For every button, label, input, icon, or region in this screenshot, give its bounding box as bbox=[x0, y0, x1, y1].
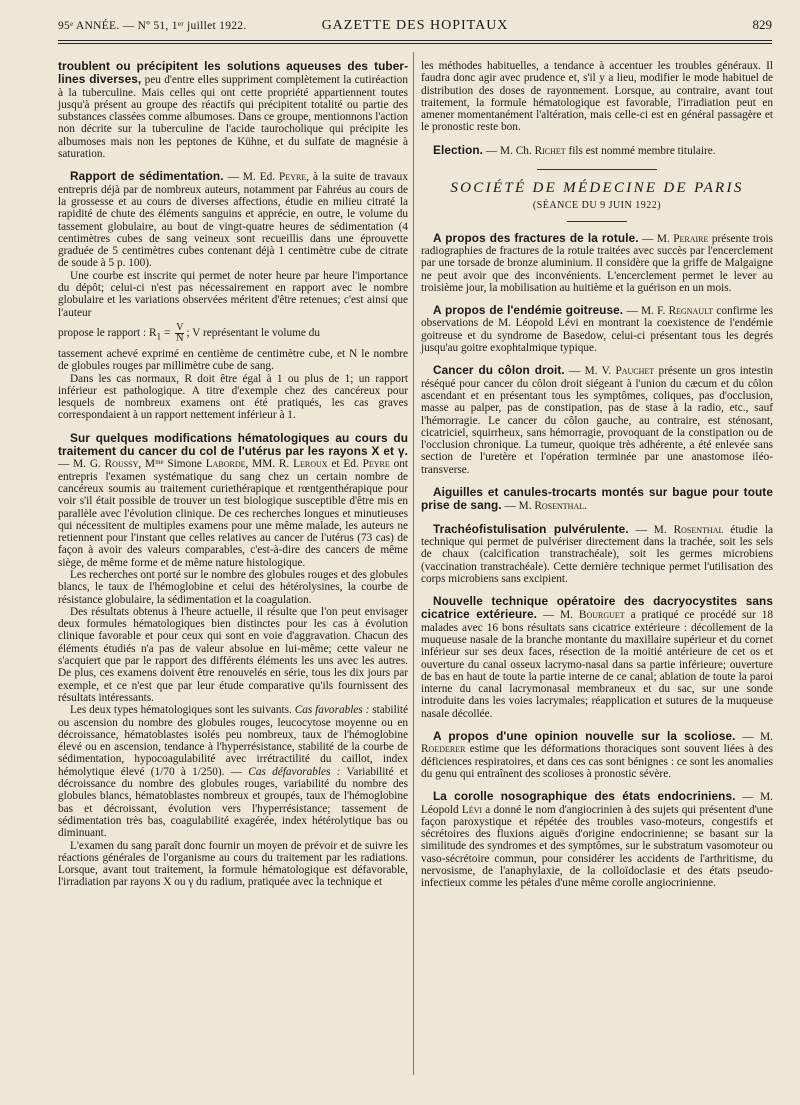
scoliose-paragraph bbox=[421, 730, 773, 780]
formula-text: ; V représentant le volume du bbox=[186, 327, 321, 340]
text-run: — M. bbox=[537, 609, 579, 622]
text-run: ont entrepris l'examen systématique du sang chez un certain nombre de cancéreux soumis au traitement curiethérapique et rœntgenthérapique pour voir s'il était possible de trouver un test biologique susceptible d'être mis en parallèle avec l'évolution clinique. De ces recherches longues et minutieuses qui nécessitent de multiples examens pour une même malade, les auteurs ne retiennent pour l'instant que celles relatives au cancer de l'utérus (73 cas) de façon à avoir des valeurs comparables, c'est-à-dire des cancers de même siège, de même forme et de même nature histologique. bbox=[58, 458, 409, 569]
goitre-paragraph bbox=[421, 304, 773, 354]
right-column bbox=[421, 60, 773, 890]
research-paragraph: Les recherches ont porté sur le nombre des globules rouges et des globules blancs, le taux de l'hémoglobine et celui des hétérolysines, la courbe de résistance globulaire, la sédimentation et la coagulation. bbox=[58, 568, 408, 606]
section-heading-goitre: A propos de l'endémie goitreuse. bbox=[433, 303, 624, 318]
text-run: — M. Ed. bbox=[223, 171, 280, 184]
author-name: Regnault bbox=[668, 305, 714, 318]
text-run: , à la suite de travaux entrepris déjà par de nombreux auteurs, notamment par Fahréus au cours de la grossesse et au cours de diverses affections, étudie en milieu citraté la rapidité de chute des éléments sanguins et apprécie, en outre, le volume du tassement globulaire, au bout de vingt-quatre heures de sédimentation (4 centimètres cubes de sang veineux sont recueillis dans une éprouvette graduée de 5 centimètres cubes contenant déjà 1 centimètre cube de citrate de soude à 5 p. 100). bbox=[58, 171, 408, 270]
text-run: étudie la technique qui permet de pulvériser directement dans la trachée, soit les sels de chaux (calcification transtrachéale), soit les germes microbiens (vaccination transtrachéale). Cette dernière technique permet l'utilisation des corps microbiens sans excipient. bbox=[421, 523, 773, 585]
text-run: Variabilité et décroissance du nombre des globules rouges, variabilité du nombre des globules blancs, hématoblastes nombreux et groupés, taux de l'hémoglobine bas et décroissant, évolution vers l'hyperrésistance; tassement de sédimentation très bas, coagulabilité exagérée, index hétérolytique bas ou diminuant. bbox=[58, 765, 408, 840]
sedimentation-paragraph bbox=[58, 170, 408, 269]
formula-fraction bbox=[175, 323, 184, 344]
fraction-numerator: V bbox=[176, 321, 184, 333]
session-date: (SÉANCE DU 9 JUIN 1922) bbox=[532, 200, 662, 212]
text-run: a pratiqué ce procédé sur 18 malades avec 16 bons résultats sans cicatrice extérieure : décollement de la muqueuse nasale de la branche montante du maxillaire supérieur et du cornet inférieur sur ses deux faces, résection de la moitié antérieure de cet os et ouverture du canal osseux lacrymo-nasal dans sa partie inférieure; ouverture de bas en haut de toute la partie interne de ce canal; ablation de toute la paroi interne du canal lacrymonasal membraneux et du sac, sur une sonde introduite dans les voies lacrymales; réapplication et sutures de la muqueuse nasale décollée. bbox=[421, 609, 774, 720]
hematology-paragraph bbox=[58, 432, 408, 569]
author-name: Pauchet bbox=[615, 365, 655, 378]
issue-info: 95ᵉ ANNÉE. — Nº 51, 1ᵉʳ juillet 1922. bbox=[58, 20, 247, 32]
unfavorable-label: Cas défavorables : bbox=[248, 765, 341, 778]
page-number: 829 bbox=[752, 17, 772, 32]
journal-title: GAZETTE DES HOPITAUX bbox=[321, 18, 509, 33]
text-run: — M. bbox=[628, 523, 674, 536]
continuation-paragraph: les méthodes habituelles, a tendance à accentuer les troubles généraux. Il faudra donc agir avec prudence et, s'il y a lieu, modifier le mode habituel de distribution des doses de rayonnement. Lorsque, au contraire, avant tout traitement, la formule hématologique est favorable, l'irradiation peut en amener momentanément l'altération, mais celle-ci est en général passagère et le pronostic reste bon. bbox=[421, 60, 773, 134]
section-separator bbox=[537, 169, 657, 170]
normal-cases-paragraph: Dans les cas normaux, R doit être égal à 1 ou plus de 1; un rapport inférieur est pathologique. A titre d'exemple chez des cancéreux pour lesquels de nombreux examens ont été pratiqués, les cas graves correspondaient à un rapport nettement inférieur à 1. bbox=[58, 372, 408, 422]
text-run: , MM. R. bbox=[245, 458, 294, 471]
author-name: Bourguet bbox=[578, 609, 625, 622]
needles-paragraph bbox=[421, 486, 773, 513]
author-name: Peyre bbox=[362, 458, 390, 471]
text-run: — M. F. bbox=[623, 305, 669, 318]
tracheo-paragraph bbox=[421, 523, 773, 585]
section-heading-hematology: Sur quelques modifications hématologiques au cours du traitement du cancer du col de l'utérus par les rayons X et γ. bbox=[58, 430, 408, 459]
tassement-paragraph: tassement achevé exprimé en centième de centimètre cube, et N le nombre de globules rouges par millimètre cube de sang. bbox=[58, 347, 408, 373]
formula-equals: = bbox=[161, 327, 174, 340]
text-run: présente trois radiographies de fractures de la rotule traitées avec succès par l'encerclement par une torsade de bronze aluminium. Il considère que la griffe de Malgaigne ne peut avoir que des inconvénients. L'encerclement permet le lever au troisième jour, la mobilisation au huitième et la guérison en un mois. bbox=[421, 232, 774, 294]
section-heading-dacryo: Nouvelle technique opératoire des dacryocystites sans cicatrice extérieure. bbox=[421, 594, 773, 622]
author-name: Peyre bbox=[279, 171, 307, 184]
text-run: , Mᵐᵉ Simone bbox=[138, 458, 206, 471]
author-name: Lévi bbox=[461, 803, 483, 816]
author-name: Leroux bbox=[293, 458, 328, 471]
text-run: — M. V. bbox=[564, 365, 616, 378]
page-header bbox=[58, 14, 772, 40]
author-name: Roederer bbox=[421, 743, 466, 756]
header-rule bbox=[58, 40, 772, 44]
section-heading-sedimentation: Rapport de sédimentation. bbox=[70, 169, 224, 184]
tuberculin-paragraph bbox=[58, 60, 408, 160]
formula-text: propose le rapport : R bbox=[58, 327, 157, 340]
text-run: présente un gros intestin réséqué pour cancer du côlon droit siégeant à l'union du cæcum et du côlon ascendant et en présentant tous les symptômes, coliques, pas d'occlusion, masse au palper, pas de constipation, pas de stase à la radio, etc., sauf l'hémorragie. Le cancer du côlon gauche, au contraire, est sténosant, cicatriciel, squirrheux, sans hémorragie, provoquant de la constipation ou de l'occlusion chronique. La tumeur, quoique très adhérente, a été enlevée sans section de l'uretère et l'opération terminée par une anastomose iléo-transverse. bbox=[421, 365, 773, 476]
conclusion-paragraph: L'examen du sang paraît donc fournir un moyen de prévoir et de suivre les réactions générales de l'organisme au cours du traitement par les radiations. Lorsque, avant tout traitement, la formule hématologique est défavorable, l'irradiation par rayons X ou γ du radium, pratiquée avec la technique et bbox=[58, 839, 408, 889]
text-run: — M. G. bbox=[58, 458, 105, 471]
section-heading-scoliose: A propos d'une opinion nouvelle sur la scoliose. bbox=[433, 729, 736, 744]
text-run: . bbox=[584, 500, 587, 513]
text-run: — M. bbox=[501, 500, 535, 513]
text-run: fils est nommé membre titulaire. bbox=[565, 144, 716, 157]
text-run: confirme les observations de M. Léopold Lévi en montrant la coexistence de l'endémie goitreuse et du syndrome de Basedow, celui-ci présentant tous les degrés jusqu'au goitre exophtalmique typique. bbox=[421, 305, 773, 355]
paragraph-body: peu d'entre elles suppriment complètement la cutiréaction à la tuberculine. Mais celles qui ont cette propriété appartiennent toutes jusqu'à présent au groupe des réactifs qui précipitent totalité ou partie des substances classées comme albumoses. Dans ce groupe, mentionnons l'action non décrite sur la tuberculine de l'acide taurocholique qui précipite les albumoses mais non les peptones de Kühne, et du sulfate de magnésie à saturation. bbox=[58, 74, 408, 161]
section-heading-needles: Aiguilles et canules-trocarts montés sur bague pour toute prise de sang. bbox=[421, 485, 773, 513]
text-run: — M. Léopold bbox=[421, 791, 773, 816]
rotule-paragraph bbox=[421, 232, 773, 294]
text-run: et Ed. bbox=[327, 458, 363, 471]
author-name: Peraire bbox=[673, 232, 709, 245]
formula-subscript: 1 bbox=[156, 332, 162, 343]
paragraph-heading: troublent ou précipitent les solutions aqueuses des tuberlines diverses, bbox=[58, 59, 408, 87]
left-column bbox=[58, 60, 408, 889]
text-run: Les deux types hématologiques sont les suivants. bbox=[70, 704, 295, 717]
ratio-formula bbox=[58, 323, 408, 344]
favorable-label: Cas favorables : bbox=[294, 704, 370, 717]
text-run: — M. bbox=[638, 232, 674, 245]
types-paragraph bbox=[58, 704, 408, 839]
section-heading-colon: Cancer du côlon droit. bbox=[433, 363, 565, 378]
author-name: Roussy bbox=[104, 458, 139, 471]
corolle-paragraph bbox=[421, 790, 773, 889]
section-heading-corolle: La corolle nosographique des états endocriniens. bbox=[433, 789, 736, 804]
author-name: Rosenthal bbox=[534, 500, 585, 513]
author-name: Richet bbox=[534, 144, 566, 157]
text-run: estime que les déformations thoraciques sont souvent liées à des déficiences respiratoires, et dans ces cas sont bénignes : ce sont les anomalies du genu qui entraînent des scolioses à pronostic sévère. bbox=[421, 743, 773, 780]
colon-paragraph bbox=[421, 364, 773, 476]
section-heading-rotule: A propos des fractures de la rotule. bbox=[433, 230, 639, 245]
title-rule bbox=[567, 221, 627, 222]
results-paragraph: Des résultats obtenus à l'heure actuelle, il résulte que l'on peut envisager deux formules hématologiques bien distinctes pour les cas à évolution clinique favorable et pour ceux qui sont en voie d'aggravation. Chacun des éléments étudiés n'a pas de valeur absolue en lui-même; cette valeur ne s'acquiert que par le rapport des différents éléments les uns avec les autres. De plus, ces examens doivent être renouvelés en série, tous les dix jours par exemple, et ce n'est que par leur étude comparative qu'ils fournissent des résultats intéressants. bbox=[58, 605, 408, 704]
text-run: a donné le nom d'angiocrinien à des sujets qui présentent d'une façon paroxystique et répétée des troubles vaso-moteurs, congestifs et sécrétoires des fluxions aiguës d'origine endocrinienne; se basant sur la similitude des syndromes et des symptômes, sur le substratum vasomoteur ou vaso-sécrétoire commun, pour considérer les accidents de l'arthritisme, du nervosisme, de l'anaphylaxie, de la colloïdoclasie et des états pseudo-infectieux comme les pétales d'une même corolle angiocrinienne. bbox=[421, 803, 773, 890]
society-title: SOCIÉTÉ DE MÉDECINE DE PARIS bbox=[450, 180, 744, 197]
election-paragraph bbox=[421, 144, 773, 157]
text-run: stabilité ou ascension du nombre des globules rouges, leucocytose moyenne ou en décroissance, hématoblastes isolés peu nombreux, taux de l'hémoglobine élevé ou en ascension, tendance à l'hyperrésistance, stabilité de la courbe de sédimentation, hypocoagulabilité avec irrétractilité du caillot, index hémolytique élevé (1/70 à 1/250). — bbox=[58, 704, 409, 778]
section-heading-tracheo: Trachéofistulisation pulvérulente. bbox=[433, 521, 629, 536]
section-heading-election: Election. bbox=[433, 142, 484, 157]
text-run: — M. bbox=[735, 731, 773, 744]
column-divider bbox=[413, 52, 414, 1075]
author-name: Rosenthal bbox=[673, 523, 724, 536]
curve-paragraph: Une courbe est inscrite qui permet de noter heure par heure l'importance du dépôt; celui-ci n'est pas nécessairement en rapport avec le nombre globulaire et les variations observées méritent d'être retenues; c'est ainsi que l'auteur bbox=[58, 269, 408, 319]
dacryo-paragraph bbox=[421, 595, 773, 720]
author-name: Laborde bbox=[205, 458, 246, 471]
text-run: — M. Ch. bbox=[483, 144, 535, 157]
fraction-denominator: N bbox=[176, 332, 184, 344]
